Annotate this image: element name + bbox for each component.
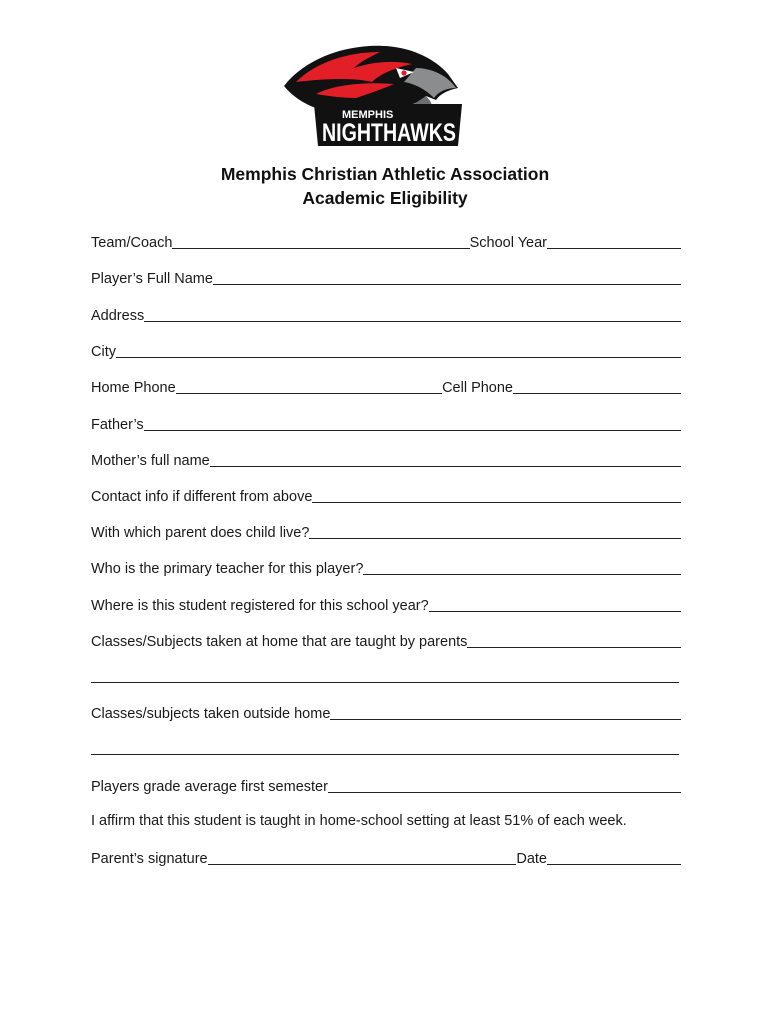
classes-outside-field[interactable] <box>330 719 681 720</box>
mothers-row <box>91 449 681 469</box>
contact-info-field[interactable] <box>312 502 681 503</box>
address-field[interactable] <box>144 321 681 322</box>
fathers-row <box>91 413 681 433</box>
team-coach-row <box>91 231 681 251</box>
parent-lives-label: With which parent does child live? <box>91 525 310 541</box>
parent-signature-field[interactable] <box>208 864 517 865</box>
parent-signature-label: Parent’s signature <box>91 851 208 867</box>
team-coach-label: Team/Coach <box>91 235 173 251</box>
classes-outside-row <box>91 702 681 722</box>
team-coach-field[interactable] <box>172 248 469 249</box>
mothers-label: Mother’s full name <box>91 453 210 469</box>
parent-lives-row <box>91 521 681 541</box>
fathers-field[interactable] <box>144 430 681 431</box>
school-year-label: School Year <box>469 235 547 251</box>
player-name-label: Player’s Full Name <box>91 271 213 287</box>
date-label: Date <box>516 851 547 867</box>
contact-info-row <box>91 485 681 505</box>
city-field[interactable] <box>116 357 681 358</box>
parent-lives-field[interactable] <box>309 538 681 539</box>
home-phone-field[interactable] <box>176 393 442 394</box>
cell-phone-field[interactable] <box>513 393 681 394</box>
nighthawks-logo <box>276 38 466 148</box>
contact-info-label: Contact info if different from above <box>91 489 313 505</box>
registered-row <box>91 594 681 614</box>
phone-row <box>91 376 681 396</box>
primary-teacher-field[interactable] <box>363 574 681 575</box>
registered-field[interactable] <box>429 611 681 612</box>
classes-home-row <box>91 630 681 650</box>
primary-teacher-label: Who is the primary teacher for this player? <box>91 561 364 577</box>
grade-average-label: Players grade average first semester <box>91 779 328 795</box>
player-name-row <box>91 267 681 287</box>
registered-label: Where is this student registered for this school year? <box>91 598 429 614</box>
date-field[interactable] <box>547 864 681 865</box>
classes-home-label: Classes/Subjects taken at home that are taught by parents <box>91 634 468 650</box>
svg-text:MEMPHIS: MEMPHIS <box>342 109 394 121</box>
form-title: Memphis Christian Athletic Association <box>220 164 550 184</box>
grade-average-field[interactable] <box>328 792 681 793</box>
player-name-field[interactable] <box>213 284 681 285</box>
mothers-field[interactable] <box>210 466 681 467</box>
address-row <box>91 304 681 324</box>
city-label: City <box>91 344 116 360</box>
primary-teacher-row <box>91 557 681 577</box>
grade-average-row <box>91 775 681 795</box>
home-phone-label: Home Phone <box>91 380 176 396</box>
cell-phone-label: Cell Phone <box>442 380 513 396</box>
classes-home-field[interactable] <box>467 647 681 648</box>
classes-outside-label: Classes/subjects taken outside home <box>91 706 331 722</box>
form-subtitle: Academic Eligibility <box>302 188 468 208</box>
fathers-label: Father’s <box>91 417 144 433</box>
affirmation-text: I affirm that this student is taught in home-school setting at least 51% of each week. <box>91 813 627 829</box>
classes-outside-extra-line[interactable] <box>91 754 679 755</box>
svg-text:NIGHTHAWKS: NIGHTHAWKS <box>322 119 456 147</box>
city-row <box>91 340 681 360</box>
school-year-field[interactable] <box>547 248 681 249</box>
signature-row <box>91 847 681 867</box>
classes-home-extra-line[interactable] <box>91 682 679 683</box>
address-label: Address <box>91 308 145 324</box>
